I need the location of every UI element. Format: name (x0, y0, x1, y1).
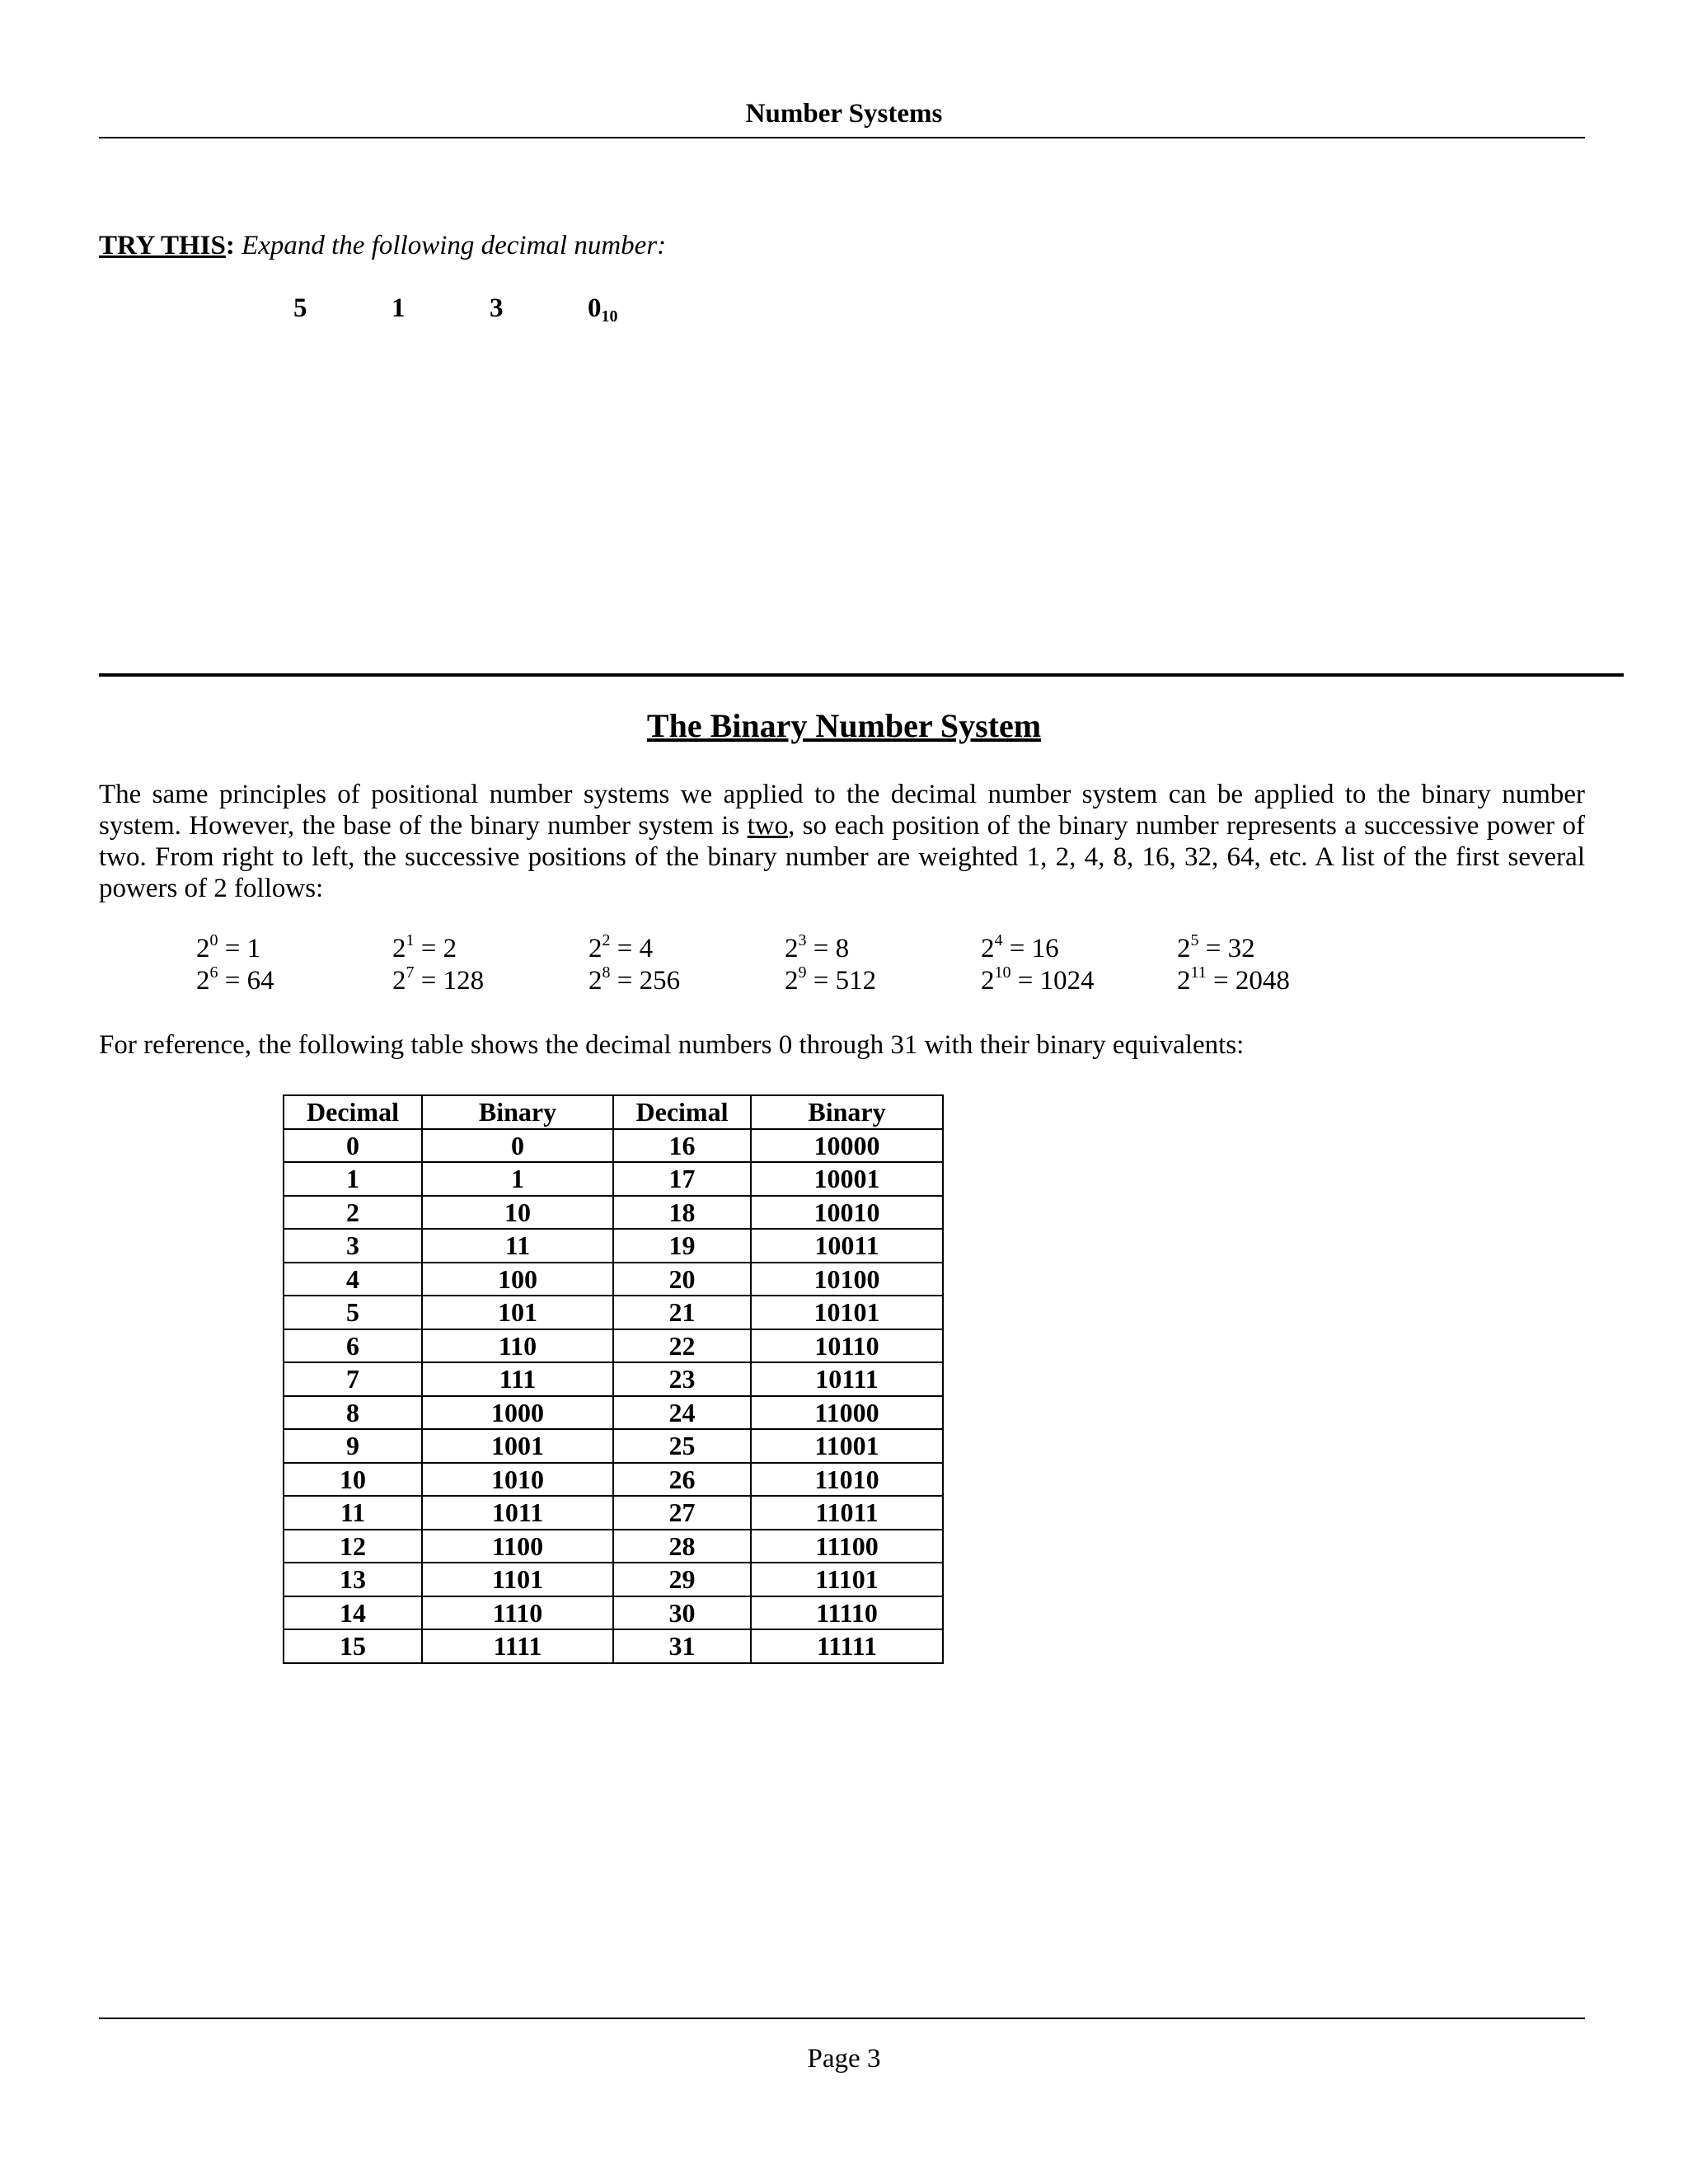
table-cell: 28 (613, 1530, 751, 1563)
table-cell: 21 (613, 1296, 751, 1329)
table-row (284, 1396, 943, 1430)
table-cell: 7 (284, 1362, 422, 1396)
table-cell: 10111 (751, 1362, 943, 1396)
table-cell: 11011 (751, 1496, 943, 1530)
table-cell: 16 (613, 1129, 751, 1163)
table-row (284, 1429, 943, 1463)
table-row (284, 1463, 943, 1497)
table-cell: 18 (613, 1196, 751, 1230)
table-cell: 11000 (751, 1396, 943, 1430)
table-cell: 25 (613, 1429, 751, 1463)
table-cell: 1110 (422, 1596, 613, 1630)
table-cell: 11 (422, 1229, 613, 1263)
table-cell: 13 (284, 1563, 422, 1596)
table-row (284, 1296, 943, 1329)
table-cell: 10110 (751, 1329, 943, 1363)
column-header: Decimal (613, 1095, 751, 1129)
paragraph-underlined-word: two (747, 811, 789, 841)
table-cell: 17 (613, 1162, 751, 1196)
column-header: Binary (751, 1095, 943, 1129)
table-cell: 22 (613, 1329, 751, 1363)
table-row (284, 1362, 943, 1396)
table-cell: 1100 (422, 1530, 613, 1563)
table-row (284, 1263, 943, 1296)
table-header-row (284, 1095, 943, 1129)
table-cell: 11101 (751, 1563, 943, 1596)
table-cell: 24 (613, 1396, 751, 1430)
table-cell: 101 (422, 1296, 613, 1329)
table-cell: 10101 (751, 1296, 943, 1329)
power-of-two: $2^4 = 16$ (981, 931, 1059, 963)
table-cell: 10010 (751, 1196, 943, 1230)
power-of-two: $2^6 = 64$ (196, 963, 274, 996)
table-row (284, 1129, 943, 1163)
column-header: Binary (422, 1095, 613, 1129)
table-cell: 1001 (422, 1429, 613, 1463)
table-cell: 20 (613, 1263, 751, 1296)
table-cell: 0 (422, 1129, 613, 1163)
table-cell: 29 (613, 1563, 751, 1596)
digit-tens: 3 (490, 293, 504, 323)
table-cell: 10100 (751, 1263, 943, 1296)
table-cell: 27 (613, 1496, 751, 1530)
table-cell: 0 (284, 1129, 422, 1163)
table-row (284, 1496, 943, 1530)
column-header: Decimal (284, 1095, 422, 1129)
power-of-two: $2^8 = 256$ (588, 963, 681, 996)
header-divider (99, 137, 1585, 138)
reference-text: For reference, the following table shows the decimal numbers 0 through 31 with their binary equivalents: (99, 1030, 1245, 1060)
table-cell: 11001 (751, 1429, 943, 1463)
table-cell: 11100 (751, 1530, 943, 1563)
power-of-two: $2^5 = 32$ (1177, 931, 1255, 963)
intro-paragraph (99, 779, 1585, 904)
table-body (284, 1129, 943, 1663)
digit-hundreds: 1 (392, 293, 406, 323)
power-of-two: $2^2 = 4$ (588, 931, 654, 963)
table-cell: 10 (422, 1196, 613, 1230)
table-cell: 31 (613, 1629, 751, 1663)
table-cell: 10001 (751, 1162, 943, 1196)
table-cell: 15 (284, 1629, 422, 1663)
table-cell: 1000 (422, 1396, 613, 1430)
power-of-two: $2^9 = 512$ (785, 963, 877, 996)
power-of-two: $2^0 = 1$ (196, 931, 261, 963)
table-row (284, 1563, 943, 1596)
paragraph-part-1: The same principles of positional number systems we applied to the decimal number system can be applied to the binary number system. However, the base of the binary number system is (99, 780, 1585, 841)
table-row (284, 1596, 943, 1630)
section-title: The Binary Number System (646, 707, 1042, 744)
power-of-two: $2^3 = 8$ (785, 931, 850, 963)
table-row (284, 1229, 943, 1263)
table-cell: 23 (613, 1362, 751, 1396)
table-cell: 1101 (422, 1563, 613, 1596)
paragraph-part-2: , so each position of the binary number represents a successive power of two. From right to left, the successive positions of the binary number are weighted 1, 2, 4, 8, 16, 32, 64, etc. A list of the first several powers of 2 follows: (99, 811, 1585, 903)
table-cell: 4 (284, 1263, 422, 1296)
digit-ones (588, 293, 618, 326)
table-cell: 1010 (422, 1463, 613, 1497)
base-subscript: 10 (601, 307, 618, 326)
table-row (284, 1530, 943, 1563)
table-row (284, 1329, 943, 1363)
table-cell: 11110 (751, 1596, 943, 1630)
table-row (284, 1196, 943, 1230)
table-cell: 5 (284, 1296, 422, 1329)
power-of-two: $2^1 = 2$ (392, 931, 457, 963)
table-cell: 2 (284, 1196, 422, 1230)
table-cell: 30 (613, 1596, 751, 1630)
try-this-label: TRY THIS (99, 231, 226, 260)
try-this-instruction: Expand the following decimal number: (234, 231, 667, 260)
digit-thousands: 5 (293, 293, 307, 323)
table-cell: 19 (613, 1229, 751, 1263)
table-cell: 9 (284, 1429, 422, 1463)
digit-ones-value: 0 (588, 293, 602, 323)
table-cell: 3 (284, 1229, 422, 1263)
decimal-binary-table (283, 1094, 944, 1664)
table-cell: 11 (284, 1496, 422, 1530)
table-cell: 1011 (422, 1496, 613, 1530)
power-of-two: $2^{10} = 1024$ (981, 963, 1095, 996)
page-number: Page 3 (807, 2044, 881, 2074)
table-cell: 11010 (751, 1463, 943, 1497)
table-row (284, 1162, 943, 1196)
table-cell: 110 (422, 1329, 613, 1363)
table-cell: 14 (284, 1596, 422, 1630)
table-cell: 26 (613, 1463, 751, 1497)
table-cell: 100 (422, 1263, 613, 1296)
table-cell: 11111 (751, 1629, 943, 1663)
footer-divider (99, 2018, 1585, 2019)
power-of-two: $2^{11} = 2048$ (1177, 963, 1290, 996)
table-cell: 10 (284, 1463, 422, 1497)
table-cell: 10000 (751, 1129, 943, 1163)
table-cell: 1111 (422, 1629, 613, 1663)
try-this-colon: : (225, 231, 235, 260)
try-this-line (99, 231, 666, 261)
power-of-two: $2^7 = 128$ (392, 963, 485, 996)
table-cell: 6 (284, 1329, 422, 1363)
table-cell: 8 (284, 1396, 422, 1430)
table-cell: 111 (422, 1362, 613, 1396)
table-cell: 10011 (751, 1229, 943, 1263)
table-cell: 1 (284, 1162, 422, 1196)
page-header-title: Number Systems (745, 99, 943, 129)
section-divider (99, 673, 1624, 677)
table-cell: 12 (284, 1530, 422, 1563)
table-row (284, 1629, 943, 1663)
table-cell: 1 (422, 1162, 613, 1196)
